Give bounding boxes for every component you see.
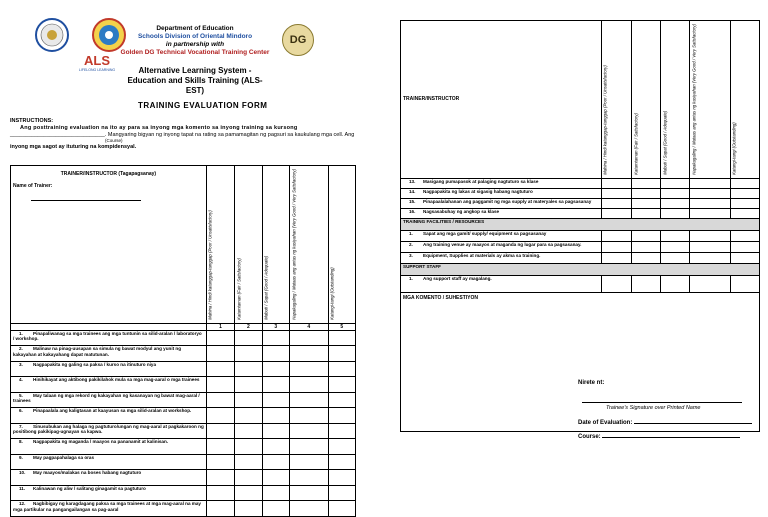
rating-cell-3[interactable] xyxy=(262,408,289,424)
rating-cell-5[interactable] xyxy=(328,454,355,470)
rating-num-2: 2 xyxy=(235,323,262,330)
table-row xyxy=(401,208,760,218)
deped-seal-icon xyxy=(35,18,69,52)
rating-cell-3[interactable] xyxy=(661,198,690,208)
left-criterion-6 xyxy=(11,423,207,439)
left-criterion-4 xyxy=(11,392,207,408)
rating-cell-1[interactable] xyxy=(601,198,631,208)
rating-cell-3[interactable] xyxy=(262,439,289,455)
rating-cell-3[interactable] xyxy=(262,454,289,470)
rating-cell-5[interactable] xyxy=(328,392,355,408)
criterion-number: 6. xyxy=(19,408,23,414)
rating-cell-1[interactable] xyxy=(206,392,234,408)
course-label: Course: xyxy=(578,434,601,440)
right-criterion-2 xyxy=(401,198,602,208)
right-table-body xyxy=(401,178,760,292)
left-header-cell xyxy=(11,166,207,324)
rating-cell-2[interactable] xyxy=(235,346,262,362)
table-row xyxy=(401,241,760,252)
left-table-header: TRAINER/INSTRUCTOR (Tagapagsanay) xyxy=(60,171,157,177)
rating-cell-2[interactable] xyxy=(235,501,262,517)
rating-cell-5[interactable] xyxy=(730,275,759,292)
signature-line xyxy=(582,402,742,403)
rating-cell-5[interactable] xyxy=(730,230,759,241)
criterion-number: 10. xyxy=(19,470,26,476)
right-criterion-0 xyxy=(401,178,602,188)
rating-cell-1[interactable] xyxy=(206,423,234,439)
rating-cell-1[interactable] xyxy=(601,252,631,263)
criterion-number: 13. xyxy=(409,178,416,184)
table-row xyxy=(11,330,356,346)
rating-cell-5[interactable] xyxy=(730,188,759,198)
rating-cell-2[interactable] xyxy=(632,241,661,252)
rating-cell-2[interactable] xyxy=(632,188,661,198)
criterion-number: 7. xyxy=(19,423,23,429)
table-row xyxy=(11,408,356,424)
rating-number-spacer xyxy=(11,323,207,330)
right-table-header: TRAINER/INSTRUCTOR xyxy=(401,21,602,179)
table-row xyxy=(401,275,760,292)
criterion-number: 15. xyxy=(409,198,416,204)
table-row xyxy=(401,252,760,263)
criterion-text: Nagpapakita ng galing sa paksa / kurso na itinuturo niya xyxy=(33,361,157,367)
rating-cell-1[interactable] xyxy=(601,275,631,292)
suggestions-label: MGA KOMENTO / SUHESTIYON xyxy=(403,294,479,301)
rating-1-header: Mahina / Hindi katanggap-tanggap (Poor / Unsatisfactory) xyxy=(206,166,234,324)
criterion-text: Pinapaalalahanan ang paggamit ng mga supply at materyales sa pagsasanay xyxy=(423,198,592,204)
rating-cell-5[interactable] xyxy=(328,330,355,346)
left-table-body xyxy=(11,330,356,516)
rating-cell-2[interactable] xyxy=(632,208,661,218)
rating-cell-2[interactable] xyxy=(235,361,262,377)
dg-logo-icon xyxy=(282,24,314,56)
criterion-number: 3. xyxy=(19,361,23,367)
rating-cell-1[interactable] xyxy=(206,377,234,393)
left-criterion-0 xyxy=(11,330,207,346)
rating-cell-3[interactable] xyxy=(661,241,690,252)
trainer-name-label: Name of Trainer: xyxy=(13,183,53,189)
course-input[interactable] xyxy=(602,437,740,438)
left-criterion-9 xyxy=(11,470,207,486)
criterion-text: Equipment, Supplies at materials ay akma sa training. xyxy=(423,252,541,258)
rating-cell-2[interactable] xyxy=(235,470,262,486)
criterion-text: Ang support staff ay magalang. xyxy=(423,275,492,281)
table-row xyxy=(11,501,356,517)
rating-cell-5[interactable] xyxy=(328,377,355,393)
rating-cell-2[interactable] xyxy=(235,423,262,439)
rating-cell-4[interactable] xyxy=(290,439,329,455)
als-logo-text: ALS xyxy=(84,53,110,68)
rating-num-3: 3 xyxy=(262,323,289,330)
left-criterion-11 xyxy=(11,501,207,517)
criterion-text: May talaan ng mga rekord ng kakayahan ng kasanayan ng bawat mag-aaral / trainees xyxy=(13,392,200,404)
criterion-text: Nagpapakita ng lakas at sigasig habang nagtuturo xyxy=(423,188,533,194)
criterion-text: Ang training venue ay maayos at maganda ng lugar para sa pagsasanay. xyxy=(423,241,582,247)
division-name: Schools Division of Oriental Mindoro xyxy=(137,33,253,40)
rating-cell-1[interactable] xyxy=(206,454,234,470)
header-block xyxy=(120,25,270,57)
table-row xyxy=(401,178,760,188)
rating-3-header: Mabuti / Sapat (Good / Adequate) xyxy=(262,166,289,324)
date-label: Date of Evaluation: xyxy=(578,420,633,426)
table-row xyxy=(11,377,356,393)
criterion-number: 2. xyxy=(19,346,23,352)
right-rating-2-header: Katamtaman (Fair / Satisfactory) xyxy=(632,21,661,179)
rating-cell-3[interactable] xyxy=(262,361,289,377)
criterion-number: 12. xyxy=(19,501,26,507)
rating-cell-3[interactable] xyxy=(661,275,690,292)
date-field xyxy=(578,420,752,426)
rating-cell-4[interactable] xyxy=(690,188,731,198)
left-criterion-3 xyxy=(11,377,207,393)
criterion-text: Malinaw na pinag-uusapan sa simula ng bawat modyul ang yunit ng kakayahan at kakayahang dapat matutunan. xyxy=(13,346,182,357)
rating-cell-3[interactable] xyxy=(262,377,289,393)
criterion-number: 8. xyxy=(19,439,23,445)
rating-cell-5[interactable] xyxy=(328,470,355,486)
rating-cell-1[interactable] xyxy=(206,346,234,362)
als-logo-icon xyxy=(74,54,120,84)
rating-2-header: Katamtaman (Fair / Satisfactory) xyxy=(235,166,262,324)
criterion-text: Nagpapakita ng maganda / maayos na pananamit at kalinisan. xyxy=(33,439,169,445)
form-page-left xyxy=(10,10,380,512)
rating-cell-4[interactable] xyxy=(290,423,329,439)
facilities-criterion-2 xyxy=(401,252,602,263)
suggestions-cell xyxy=(401,292,760,431)
rating-cell-4[interactable] xyxy=(690,178,731,188)
criterion-text: Kalinawan ng aliw / salitang ginagamit sa pagtuturo xyxy=(33,485,146,491)
rating-cell-1[interactable] xyxy=(206,439,234,455)
rating-cell-4[interactable] xyxy=(290,392,329,408)
rating-cell-4[interactable] xyxy=(290,377,329,393)
noted-label: Nirete nt: xyxy=(578,380,605,386)
criterion-number: 14. xyxy=(409,188,416,194)
table-row xyxy=(11,346,356,362)
criterion-number: 4. xyxy=(19,377,23,383)
criterion-text: May maayos/malakas na boses habang nagtuturo xyxy=(33,470,142,476)
criterion-number: 9. xyxy=(19,454,23,460)
rating-cell-5[interactable] xyxy=(328,485,355,501)
dept-name: Department of Education xyxy=(156,25,234,32)
rating-5-header: Katangi-tangi (Outstanding) xyxy=(328,166,355,324)
rating-cell-1[interactable] xyxy=(601,208,631,218)
table-row xyxy=(11,485,356,501)
instructions-line-2: _______________________________. Mangyaring bigyan ng inyong tapat na rating sa pamamagitan ng pagsuri sa kaukulang mga cell. Ang xyxy=(10,132,355,138)
table-row xyxy=(11,454,356,470)
als-title xyxy=(120,66,270,96)
rating-cell-4[interactable] xyxy=(290,361,329,377)
form-page-right xyxy=(400,20,760,490)
left-criterion-7 xyxy=(11,439,207,455)
rating-cell-4[interactable] xyxy=(290,501,329,517)
rating-cell-3[interactable] xyxy=(262,423,289,439)
criterion-number: 16. xyxy=(409,208,416,214)
als-line-1: Alternative Learning System - xyxy=(138,66,252,75)
right-rating-1-header: Mahina / Hindi katanggap-tanggap (Poor / Unsatisfactory) xyxy=(601,21,631,179)
rating-cell-1[interactable] xyxy=(206,501,234,517)
rating-cell-5[interactable] xyxy=(328,423,355,439)
rating-cell-4[interactable] xyxy=(690,208,731,218)
criterion-number: 2. xyxy=(409,241,413,247)
rating-cell-2[interactable] xyxy=(632,198,661,208)
criterion-text: Sapat ang mga gamit/ supply/ equipment sa pagsasanay xyxy=(423,230,547,236)
rating-cell-3[interactable] xyxy=(262,501,289,517)
rating-cell-2[interactable] xyxy=(235,485,262,501)
instructions-line-3: inyong mga sagot ay ituturing na kompidensyal. xyxy=(10,143,137,150)
left-criterion-2 xyxy=(11,361,207,377)
rating-cell-5[interactable] xyxy=(328,361,355,377)
section-support-staff: SUPPORT STAFF xyxy=(401,263,760,275)
rating-cell-4[interactable] xyxy=(290,346,329,362)
center-name: Golden DG Technical Vocational Training Center xyxy=(120,49,270,56)
rating-cell-4[interactable] xyxy=(290,470,329,486)
rating-cell-1[interactable] xyxy=(601,178,631,188)
section-training-facilities: TRAINING FACILITIES / RESOURCES xyxy=(401,218,760,230)
criterion-number: 5. xyxy=(19,392,23,398)
rating-cell-4[interactable] xyxy=(690,198,731,208)
rating-cell-4[interactable] xyxy=(690,252,731,263)
section-row xyxy=(401,218,760,230)
section-row xyxy=(401,263,760,275)
date-input[interactable] xyxy=(634,423,752,424)
rating-cell-5[interactable] xyxy=(730,252,759,263)
signature-caption: Trainee's Signature over Printed Name xyxy=(606,405,701,411)
instructions-label: INSTRUCTIONS: xyxy=(10,118,54,124)
table-row xyxy=(401,188,760,198)
rating-cell-4[interactable] xyxy=(290,454,329,470)
rating-cell-3[interactable] xyxy=(262,485,289,501)
right-table-header-row xyxy=(401,21,760,179)
rating-num-5: 5 xyxy=(328,323,355,330)
course-field xyxy=(578,434,740,440)
als-line-2: Education and Skills Training (ALS-EST) xyxy=(127,76,263,95)
rating-cell-2[interactable] xyxy=(632,178,661,188)
rating-cell-3[interactable] xyxy=(262,470,289,486)
right-rating-4-header: Napakagaling / Mataas ang antas ng kasiyahan (Very Good / Very Satisfactory) xyxy=(690,21,731,179)
rating-cell-3[interactable] xyxy=(661,252,690,263)
rating-cell-5[interactable] xyxy=(328,501,355,517)
trainer-name-line xyxy=(31,200,141,201)
rating-cell-3[interactable] xyxy=(661,188,690,198)
rating-cell-4[interactable] xyxy=(290,330,329,346)
rating-cell-3[interactable] xyxy=(262,346,289,362)
rating-cell-1[interactable] xyxy=(206,330,234,346)
criterion-text: Hinihikayat ang aktibong pakikilahok mula sa mga mag-aaral o mga trainees xyxy=(33,377,200,383)
table-row xyxy=(401,198,760,208)
criterion-text: May pagpapahalaga sa oras xyxy=(33,454,95,460)
criterion-text: Pinapaliwanag sa mga trainees ang mga tuntunin sa silid-aralan / laboratoryo / workshop. xyxy=(13,330,202,342)
left-evaluation-table xyxy=(10,165,356,517)
criterion-number: 1. xyxy=(19,330,23,336)
table-row xyxy=(11,439,356,455)
rating-cell-4[interactable] xyxy=(290,485,329,501)
suggestions-row xyxy=(401,292,760,431)
rating-cell-5[interactable] xyxy=(328,346,355,362)
right-criterion-3 xyxy=(401,208,602,218)
left-criterion-10 xyxy=(11,485,207,501)
rating-cell-1[interactable] xyxy=(601,230,631,241)
rating-cell-4[interactable] xyxy=(690,230,731,241)
right-rating-5-header: Katangi-tangi (Outstanding) xyxy=(730,21,759,179)
table-row xyxy=(11,392,356,408)
als-logo-sub: LIFELONG LEARNING xyxy=(78,68,116,72)
criterion-number: 1. xyxy=(409,230,413,236)
rating-cell-1[interactable] xyxy=(601,241,631,252)
rating-cell-2[interactable] xyxy=(632,275,661,292)
form-title: TRAINING EVALUATION FORM xyxy=(138,101,268,110)
rating-cell-2[interactable] xyxy=(235,377,262,393)
rating-cell-3[interactable] xyxy=(262,330,289,346)
rating-cell-2[interactable] xyxy=(235,454,262,470)
facilities-criterion-0 xyxy=(401,230,602,241)
table-row xyxy=(11,470,356,486)
left-table-header-row xyxy=(11,166,356,324)
criterion-number: 3. xyxy=(409,252,413,258)
rating-cell-3[interactable] xyxy=(661,178,690,188)
criterion-number: 1. xyxy=(409,275,413,281)
dg-logo-text: DG xyxy=(289,34,307,46)
rating-num-4: 4 xyxy=(290,323,329,330)
rating-cell-1[interactable] xyxy=(206,485,234,501)
rating-cell-1[interactable] xyxy=(206,470,234,486)
rating-cell-2[interactable] xyxy=(235,408,262,424)
rating-cell-1[interactable] xyxy=(206,408,234,424)
rating-cell-4[interactable] xyxy=(690,241,731,252)
right-evaluation-table xyxy=(400,20,760,432)
criterion-text: Pinapaalala ang kaligtasan at kaayusan sa mga silid-aralan at workshop. xyxy=(33,408,192,414)
criterion-text: Nagsasabuhay ng angkop sa klase xyxy=(423,208,500,214)
rating-cell-1[interactable] xyxy=(601,188,631,198)
criterion-text: Nagbibigay ng karagdagang paksa sa mga trainees at mga mag-aaral na may mga partikular na pangangailangan sa pag-aaral xyxy=(13,501,201,512)
rating-cell-3[interactable] xyxy=(661,208,690,218)
left-criterion-1 xyxy=(11,346,207,362)
right-rating-3-header: Mabuti / Sapat (Good / Adequate) xyxy=(661,21,690,179)
rating-cell-3[interactable] xyxy=(661,230,690,241)
rating-cell-2[interactable] xyxy=(632,230,661,241)
rating-num-1: 1 xyxy=(206,323,234,330)
rating-cell-5[interactable] xyxy=(730,241,759,252)
rating-cell-2[interactable] xyxy=(235,439,262,455)
course-hint: (Course) xyxy=(105,138,123,143)
rating-cell-5[interactable] xyxy=(730,178,759,188)
instructions xyxy=(10,118,380,151)
rating-cell-2[interactable] xyxy=(235,330,262,346)
rating-cell-1[interactable] xyxy=(206,361,234,377)
rating-cell-3[interactable] xyxy=(262,392,289,408)
rating-number-row xyxy=(11,323,356,330)
support-criterion-0 xyxy=(401,275,602,292)
left-criterion-5 xyxy=(11,408,207,424)
rating-cell-4[interactable] xyxy=(290,408,329,424)
table-row xyxy=(401,230,760,241)
criterion-number: 11. xyxy=(19,485,26,491)
partnership-text: in partnership with xyxy=(165,41,225,48)
rating-cell-5[interactable] xyxy=(328,439,355,455)
rating-cell-2[interactable] xyxy=(235,392,262,408)
right-criterion-1 xyxy=(401,188,602,198)
criterion-text: Masigang pumapasok at palaging nagtuturo sa klase xyxy=(423,178,539,184)
rating-cell-2[interactable] xyxy=(632,252,661,263)
rating-cell-4[interactable] xyxy=(690,275,731,292)
rating-cell-5[interactable] xyxy=(730,198,759,208)
criterion-text: Sinusubukan ang halaga ng pagtuturo/ungan ng mag-aaral at pagkakaroon ng positibong pakikipag-ugnayan sa kapwa. xyxy=(13,423,204,435)
facilities-criterion-1 xyxy=(401,241,602,252)
table-row xyxy=(11,361,356,377)
rating-cell-5[interactable] xyxy=(328,408,355,424)
instructions-line-1: Ang posttraining evaluation na ito ay para sa inyong mga komento sa inyong training sa kursong xyxy=(20,125,298,131)
rating-cell-5[interactable] xyxy=(730,208,759,218)
left-criterion-8 xyxy=(11,454,207,470)
table-row xyxy=(11,423,356,439)
rating-4-header: Napakagaling / Mataas ang antas ng kasiyahan (Very Good / Very Satisfactory) xyxy=(290,166,329,324)
